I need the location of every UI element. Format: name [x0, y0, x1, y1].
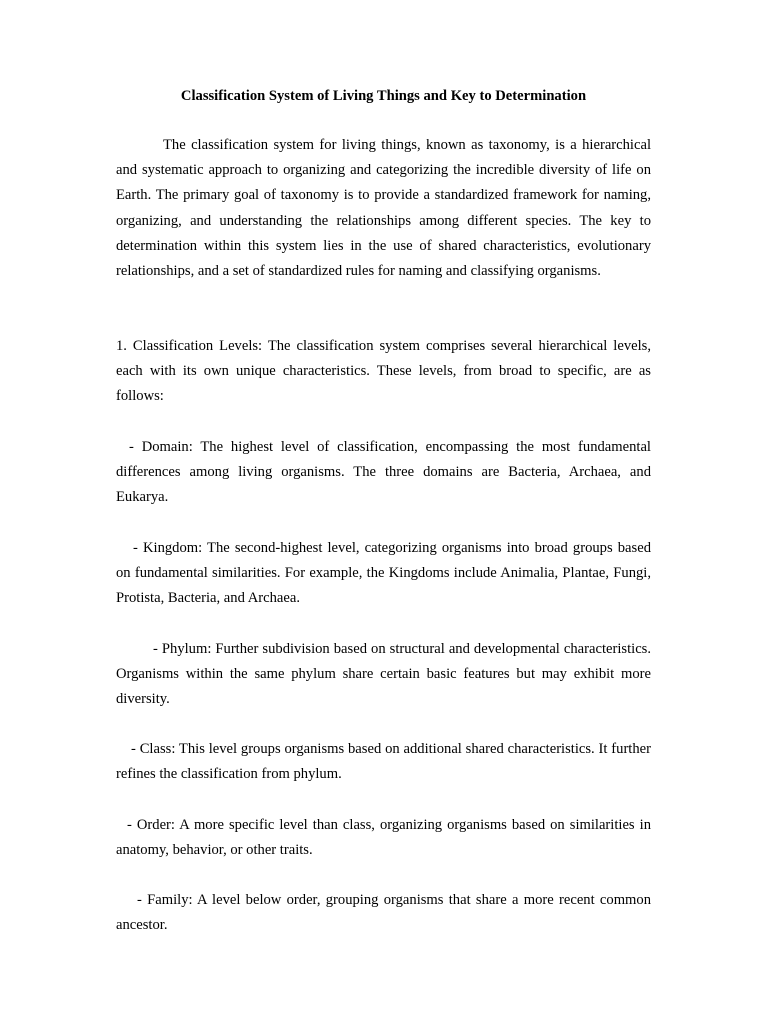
kingdom-paragraph: - Kingdom: The second-highest level, categorizing organisms into broad groups based on fundamental similarities. For example, the Kingdoms include Animalia, Plantae, Fungi, Protista, Bacteria, and Archaea.	[116, 540, 651, 607]
classification-levels-paragraph: 1. Classification Levels: The classification system comprises several hierarchical levels, each with its own unique characteristics. These levels, from broad to specific, are as follows:	[116, 338, 651, 405]
family-paragraph: - Family: A level below order, grouping organisms that share a more recent common ancestor.	[116, 892, 651, 934]
domain-paragraph: - Domain: The highest level of classification, encompassing the most fundamental differences among living organisms. The three domains are Bacteria, Archaea, and Eukarya.	[116, 439, 651, 506]
document-title: Classification System of Living Things and Key to Determination	[180, 88, 587, 104]
order-paragraph: - Order: A more specific level than class, organizing organisms based on similarities in anatomy, behavior, or other traits.	[116, 817, 651, 859]
phylum-paragraph: - Phylum: Further subdivision based on structural and developmental characteristics. Organisms within the same phylum share certain basic features but may exhibit more diversity.	[116, 641, 651, 708]
intro-paragraph: The classification system for living things, known as taxonomy, is a hierarchical and systematic approach to organizing and categorizing the incredible diversity of life on Earth. The primary goal of taxonomy is to provide a standardized framework for naming, organizing, and understanding the relationships among different species. The key to determination within this system lies in the use of shared characteristics, evolutionary relationships, and a set of standardized rules for naming and classifying organisms.	[116, 137, 651, 280]
class-paragraph: - Class: This level groups organisms based on additional shared characteristics. It further refines the classification from phylum.	[116, 741, 651, 783]
